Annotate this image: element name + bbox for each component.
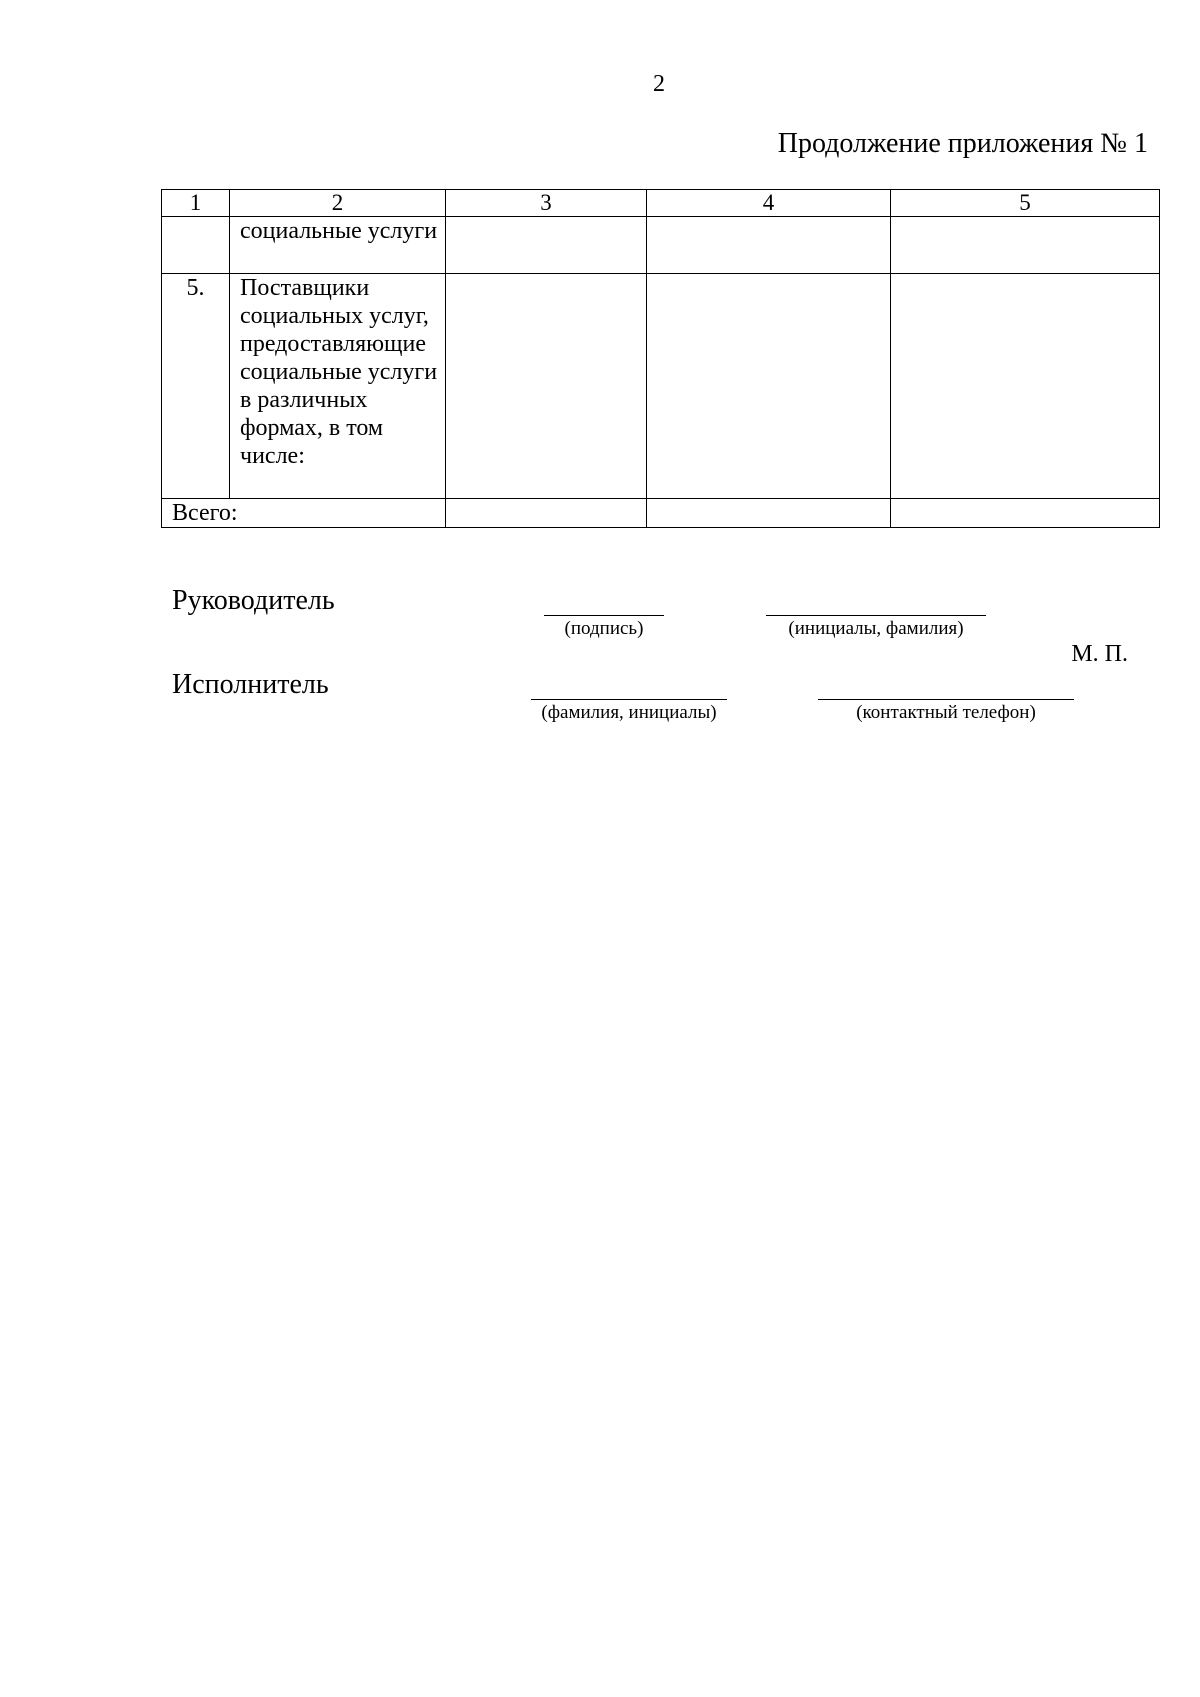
executor-name-caption: (фамилия, инициалы) <box>541 702 717 723</box>
column-header-4: 4 <box>647 190 891 217</box>
row-cell-4 <box>647 217 891 274</box>
row-number <box>162 217 230 274</box>
total-cell-3 <box>446 499 647 528</box>
stamp-mark: М. П. <box>1071 641 1128 667</box>
column-header-5: 5 <box>891 190 1160 217</box>
signature-caption: (подпись) <box>564 618 644 639</box>
row-cell-4 <box>647 274 891 499</box>
row-name <box>230 274 446 499</box>
column-header-1: 1 <box>162 190 230 217</box>
summary-table <box>161 189 1160 528</box>
appendix-title: Продолжение приложения № 1 <box>777 128 1148 159</box>
total-label: Всего: <box>162 499 446 528</box>
executor-label: Исполнитель <box>172 669 329 700</box>
head-name-caption: (инициалы, фамилия) <box>788 618 964 639</box>
table-total-row <box>162 499 1160 528</box>
row-name-text: социальные услуги <box>240 218 438 244</box>
table-row <box>162 217 1160 274</box>
row-name <box>230 217 446 274</box>
row-name-text: Поставщики социальных услуг, предоставляющие социальные услуги в различных формах, в том числе: <box>240 275 438 469</box>
row-number: 5. <box>162 274 230 499</box>
total-cell-4 <box>647 499 891 528</box>
head-name-line <box>766 615 986 616</box>
row-cell-5 <box>891 217 1160 274</box>
signature-line <box>544 615 664 616</box>
head-label: Руководитель <box>172 585 335 616</box>
column-header-2: 2 <box>230 190 446 217</box>
row-cell-3 <box>446 217 647 274</box>
phone-caption: (контактный телефон) <box>856 702 1036 723</box>
table-row <box>162 274 1160 499</box>
page-number: 2 <box>653 71 665 97</box>
executor-name-line <box>531 699 727 700</box>
table-header-row <box>162 190 1160 217</box>
column-header-3: 3 <box>446 190 647 217</box>
row-cell-3 <box>446 274 647 499</box>
phone-line <box>818 699 1074 700</box>
total-cell-5 <box>891 499 1160 528</box>
row-cell-5 <box>891 274 1160 499</box>
